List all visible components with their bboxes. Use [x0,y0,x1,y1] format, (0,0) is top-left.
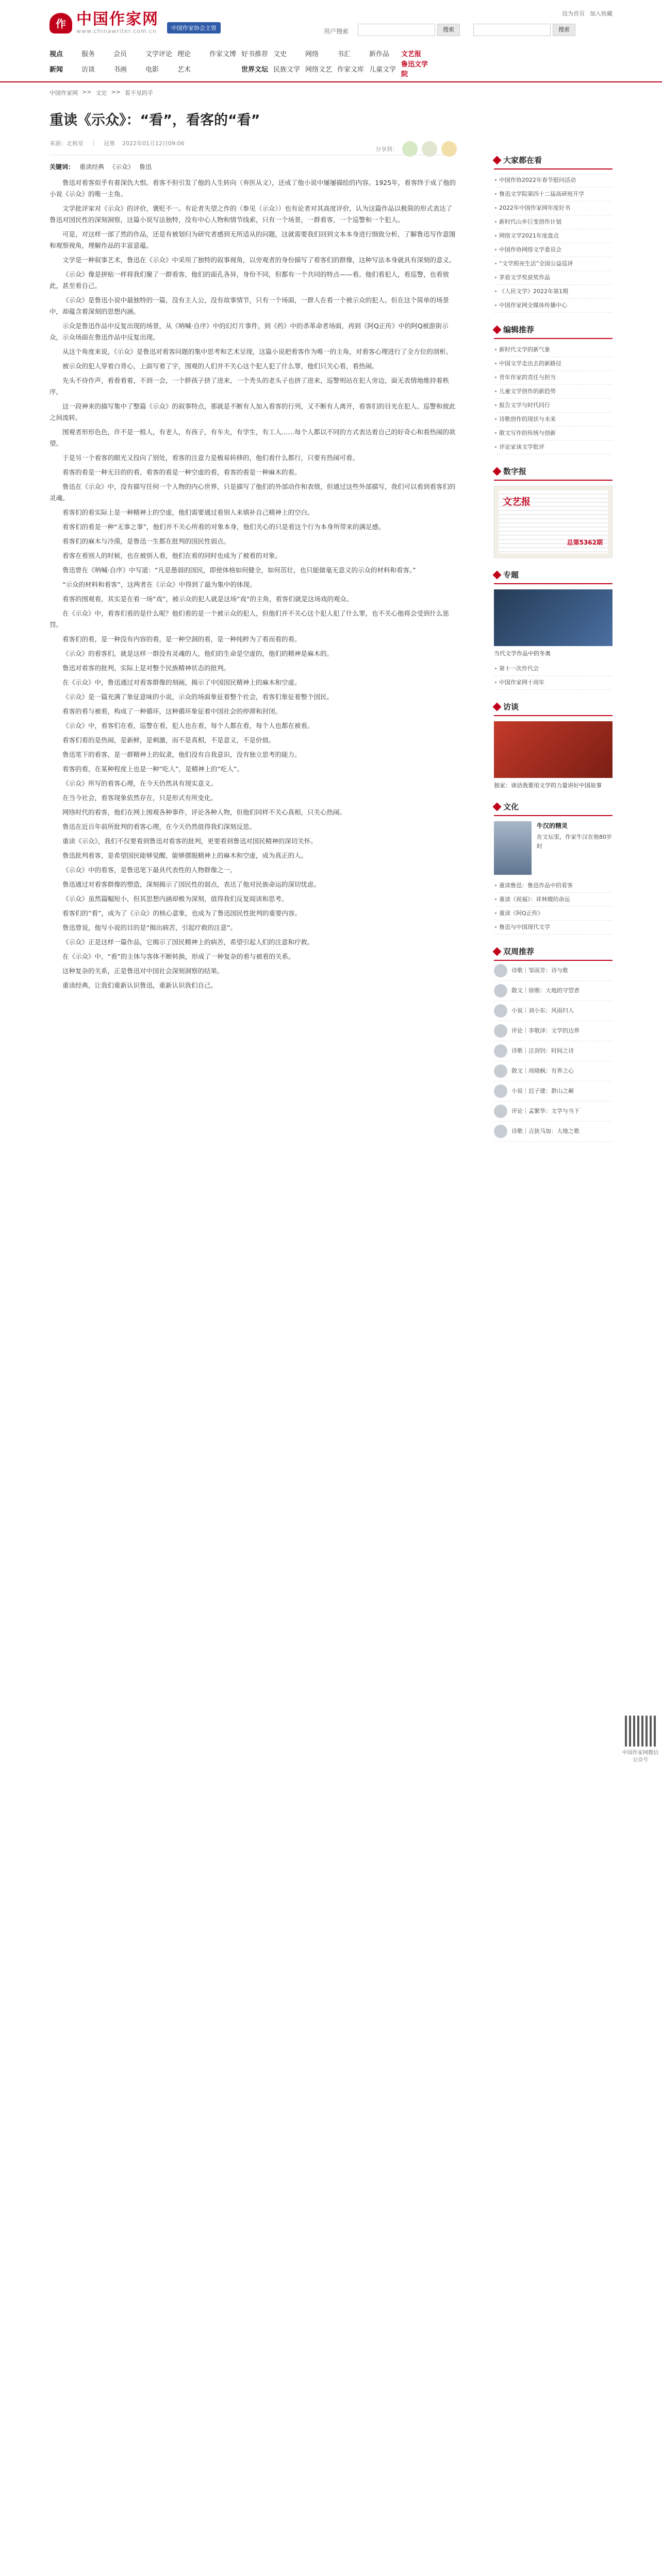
nav-link[interactable]: 好书推荐 [241,50,269,58]
topics-header [494,569,613,584]
hot-article-item[interactable]: 茅盾文学奖获奖作品 [494,271,613,285]
breadcrumb-separator: >> [82,89,92,95]
book-title: 牛汉的精灵 [537,822,568,829]
article-paragraph: 鲁迅笔下的看客，是一群精神上的奴隶，他们没有自我意识，没有独立思考的能力。 [62,751,301,758]
article-paragraph: 鲁迅对看客的批判，实际上是对整个民族精神状态的批判。 [62,664,230,672]
biweekly-box [494,946,613,1142]
hot-article-item[interactable]: 中国作协网络文学委员会 [494,243,613,257]
article-paragraph: 《示众》像是拼贴一样将我们聚了一群看客，他们的面孔各异，身份不同，但都有一个共同的特点——看。他们看犯人，看巡警，也看彼此，甚至看自己。 [49,270,450,290]
sidebar [494,155,613,1153]
interview-image[interactable] [494,721,613,778]
article-paragraph: 看客在看别人的时候，也在被别人看，他们在看的同时也成为了被看的对象。 [62,552,282,560]
logo-text-block [76,11,159,35]
interview-title: 访谈 [503,702,519,711]
user-search-label: 用户搜索 [324,28,349,35]
article-paragraph: 围观者形形色色，许不是一般人，有老人，有孩子，有车夫，有学生，有工人……每个人都以不同的方式表达着自己的好奇心和看热闹的欲望。 [49,428,456,447]
nav-link[interactable]: 艺术 [177,65,191,74]
wechat-share-icon[interactable] [402,141,418,157]
article [49,103,457,994]
article-paragraph: 鲁迅曾说，他写小说的目的是“揭出病苦，引起疗救的注意”。 [62,924,237,931]
nav-link[interactable]: 作家文博 [209,50,237,58]
nav-link[interactable]: 新作品 [369,50,390,58]
author-item[interactable] [494,1021,613,1041]
author-item-label: 小说｜刘小东：风雨归人 [511,1007,574,1014]
article-paragraph: 被示众的犯人穿着白背心，上面写着了字，围观的人们并不关心这个犯人犯了什么罪，他们只关心看，看热闹。 [62,362,378,370]
article-date: 2022年01月12日09:06 [122,140,185,147]
diamond-icon [493,947,502,956]
editor-picks-list [494,343,613,454]
avatar [494,1024,507,1038]
nav-link[interactable]: 作家文库 [337,65,365,74]
article-paragraph: 看客的看是一种无目的的看，看客的看是一种空虚的看，看客的看是一种麻木的看。 [62,468,301,476]
hot-article-item[interactable]: 网络文学2021年度盘点 [494,229,613,243]
article-paragraph: 可是，对这样一部了然的作品，还是有被划归为研究者感到无所适从的问题，这就需要我们回到文本本身进行细致分析，了解鲁迅写作意图和观察视角，理解作品的丰富意蕴。 [49,230,456,249]
hot-articles-title: 大家都在看 [503,156,542,165]
article-paragraph: 看客们的看实际上是一种精神上的空虚，他们需要通过看别人来填补自己精神上的空白。 [62,509,314,516]
interview-header [494,701,613,716]
diamond-icon [493,570,502,579]
nav-link[interactable]: 新闻 [49,65,63,74]
article-paragraph: 看客们的看是一种“无事之事”，他们并不关心所看的对象本身，他们关心的只是看这个行为本身所带来的满足感。 [62,523,385,531]
qr-code-icon [625,1716,656,1747]
author-item-label: 诗歌｜邹雨芳：诗与歌 [511,967,568,974]
nav-link[interactable]: 访谈 [81,65,95,74]
nav-link[interactable]: 世界文坛 [241,65,269,74]
biweekly-header [494,946,613,961]
article-paragraph: 《示众》中，看客们在看，巡警在看，犯人也在看，每个人都在看，每个人也都在被看。 [62,722,314,730]
editor-pick-item[interactable]: 报告文学与时代同行 [494,399,613,413]
keyword-link[interactable]: 《示众》 [109,163,135,171]
logo-mark: 作 [49,13,72,33]
culture-item[interactable]: 重读鲁迅：鲁迅作品中的看客 [494,879,613,893]
editor-pick-item[interactable]: 评论家谈文学批评 [494,440,613,454]
article-paragraph: 看客们看的是热闹，是新鲜，是刺激，而不是真相，不是意义，不是价值。 [62,736,275,744]
article-paragraph: 在《示众》中，“看”的主体与客体不断转换，形成了一种复杂的看与被看的关系。 [62,953,295,960]
hot-article-item[interactable]: 鲁迅文学院第四十二届高研班开学 [494,188,613,201]
author-item[interactable] [494,1061,613,1081]
nav-link[interactable]: 网络 [305,50,319,58]
article-paragraph: 看客们的看，是一种没有内容的看，是一种空洞的看，是一种纯粹为了看而看的看。 [62,635,301,643]
hot-articles-box [494,155,613,313]
article-paragraph: 网络时代的看客，他们在网上围观各种事件，评论各种人物，但他们同样不关心真相，只关心热闹。 [62,808,346,816]
set-homepage-link[interactable]: 设为首页 [562,10,585,17]
add-favorite-link[interactable]: 加入收藏 [590,10,613,17]
topics-box [494,569,613,690]
article-paragraph: 在当今社会，看客现象依然存在，只是形式有所变化。 [62,794,218,802]
article-paragraph: 于是另一个看客的眼光又投向了别处，看客的注意力是极易转移的，他们看什么都行，只要有热闹可看。 [62,454,359,462]
article-paragraph: 鲁迅批判看客，是希望国民能够觉醒，能够摆脱精神上的麻木和空虚，成为真正的人。 [62,852,308,859]
weibo-share-icon[interactable] [422,141,437,157]
article-keywords [49,162,457,171]
article-paragraph: 先头不待作声，看看看着，不到一会，一个胖孩子挤了进来，一个秃头的老头子也挤了进来，巡警则站在犯人旁边，面无表情地维持着秩序。 [49,377,450,396]
breadcrumb-subsection[interactable]: 看不见的手 [124,90,153,96]
article-paragraph: 《示众》是一篇充满了象征意味的小说，示众的场面象征着整个社会，看客们象征着整个国民。 [62,693,334,701]
author-item[interactable] [494,1001,613,1021]
editor-pick-item[interactable]: 新时代文学的新气象 [494,343,613,357]
article-paragraph: 这一段神来的描写集中了整篇《示众》的叙事特点，那就是不断有人加入看客的行列，又不断有人离开，看客们的目光在犯人、巡警和彼此之间流转。 [49,402,456,421]
topics-title: 专题 [503,570,519,580]
nav-link[interactable]: 文学评论 [145,50,173,58]
article-title: 重读《示众》：“看”，看客的“看” [49,112,260,128]
breadcrumb-separator: >> [111,89,121,95]
avatar [494,984,507,997]
article-paragraph: “示众的材料和看客”，这两者在《示众》中得到了最为集中的体现。 [62,581,256,588]
diamond-icon [493,325,502,334]
nav-link[interactable]: 儿童文学 [369,65,396,74]
avatar [494,1064,507,1078]
editor-picks-header [494,324,613,339]
author-item[interactable] [494,1101,613,1122]
author-item[interactable] [494,981,613,1001]
article-paragraph: 这种复杂的关系，正是鲁迅对中国社会深刻洞察的结果。 [62,967,224,975]
breadcrumb-section[interactable]: 文史 [95,90,107,96]
article-paragraph: 鲁迅通过对看客群像的塑造，深刻揭示了国民性的弱点，表达了他对民族命运的深切忧虑。 [62,880,321,888]
culture-title: 文化 [503,802,519,811]
avatar [494,964,507,977]
article-paragraph: 鲁迅曾在《呐喊·自序》中写道：“凡是愚弱的国民，即使体格如何健全，如何茁壮，也只能做毫无意义的示众的材料和看客。” [62,566,416,574]
author-item[interactable] [494,1122,613,1142]
author-item-label: 散文｜周晓枫：有界之心 [511,1067,574,1074]
editor-pick-item[interactable]: 诗歌创作的现状与未来 [494,413,613,427]
nav-row-secondary [49,61,613,78]
hot-articles-header [494,155,613,170]
article-paragraph: 文学批评家对《示众》的评价，褒贬不一。有论者失望之作的（参见（示众））也有论者对其高度评价，认为这篇作品以极简的形式表达了鲁迅对国民性的深刻洞察，这篇小说写法独特，没有中心人物和情节线索，只有一个场景，一群看客，一个巡警和一个犯人。 [49,205,453,224]
article-paragraph: 文学是一种叙事艺术，鲁迅在《示众》中采用了独特的叙事视角，以旁观者的身份描写了看客们的群像，这种写法本身就具有深刻的意义。 [62,256,456,264]
diamond-icon [493,467,502,476]
avatar [494,1044,507,1058]
article-paragraph: 《示众》所写的看客心理，在今天仍然具有现实意义。 [62,779,218,787]
qzone-share-icon[interactable] [441,141,457,157]
article-paragraph: 鲁迅在《示众》中，没有描写任何一个人物的内心世界，只是描写了他们的外部动作和表情，但通过这些外部描写，我们可以看到看客们的灵魂。 [49,483,456,502]
book-description: 在文坛里，作家牛汉在他80岁时 [537,834,613,850]
breadcrumb [49,89,153,97]
editor-pick-item[interactable]: 青年作家的责任与担当 [494,371,613,385]
nav-link[interactable]: 民族文学 [273,65,301,74]
diamond-icon [493,802,502,811]
nav-link[interactable]: 鲁迅文学院 [401,61,428,78]
topic-item[interactable]: 中国作家网十周年 [494,676,613,690]
interview-caption[interactable]: 独家：谈话我要用文学的力量讲好中国故事 [494,782,602,789]
author-item[interactable] [494,1081,613,1101]
diamond-icon [493,156,502,164]
article-paragraph: 示众是鲁迅作品中反复出现的场景，从《呐喊·自序》中的幻灯片事件，到《药》中的杀革命者场面，再到《阿Q正传》中的阿Q被游街示众，示众场面在鲁迅作品中反复出现。 [49,322,449,341]
article-paragraph: 看客的围观看，其实是在看一场“戏”，被示众的犯人就是这场“戏”的主角，看客们就是这场戏的观众。 [62,595,353,603]
article-paragraph: 看客的看，在某种程度上也是一种“吃人”，是精神上的“吃人”。 [62,765,243,773]
keyword-link[interactable]: 重读经典 [79,163,105,171]
topic-image[interactable] [494,589,613,646]
article-paragraph: 在《示众》中，看客们看的是什么呢？他们看的是一个被示众的犯人，但他们并不关心这个犯人犯了什么罪，也不关心他将会受到什么惩罚。 [49,609,450,629]
author-item[interactable] [494,961,613,981]
nav-link[interactable]: 服务 [81,50,95,58]
article-paragraph: 在《示众》中，鲁迅通过对看客群像的刻画，揭示了中国国民精神上的麻木和空虚。 [62,679,301,686]
culture-box [494,801,613,935]
topic-item[interactable]: 第十一次作代会 [494,662,613,676]
article-paragraph: 《示众》正是这样一篇作品，它揭示了国民精神上的病苦，希望引起人们的注意和疗救。 [62,938,314,946]
site-logo[interactable] [49,11,221,35]
hot-article-item[interactable]: 中国作家网全媒体传播中心 [494,299,613,313]
digital-paper-title: 数字报 [503,467,527,476]
diamond-icon [493,702,502,711]
nav-link[interactable]: 书画 [113,65,127,74]
author-item-label: 评论｜孟繁华：文学与当下 [511,1108,580,1114]
article-paragraph: 《示众》的看客们，就是这样一群没有灵魂的人，他们的生命是空虚的，他们的精神是麻木的。 [62,650,334,657]
hot-article-item[interactable]: 《人民文学》2022年第1期 [494,285,613,299]
header-tools [324,9,613,40]
editor-pick-item[interactable]: 散文写作的传统与创新 [494,427,613,440]
site-header [0,0,662,41]
article-paragraph: 看客们的“看”，成为了《示众》的核心意象，也成为了鲁迅国民性批判的重要内容。 [62,909,301,917]
culture-item[interactable]: 重读《祝福》：祥林嫂的命运 [494,893,613,907]
newspaper-masthead: 文艺报 [503,497,531,507]
author-item[interactable] [494,1041,613,1061]
culture-list [494,879,613,935]
article-paragraph: 从这个角度来说，《示众》是鲁迅对看客问题的集中思考和艺术呈现，这篇小说把看客作为唯一的主角，对看客心理进行了全方位的剖析。 [62,348,453,355]
article-paragraph: 《示众》虽然篇幅短小，但其思想内涵却极为深刻，值得我们反复阅读和思考。 [62,895,288,903]
article-paragraph: 鲁迅在近百年前所批判的看客心理，在今天仍然值得我们深刻反思。 [62,823,256,831]
digital-paper-box [494,466,613,558]
avatar [494,1105,507,1118]
hot-article-item[interactable]: “文学照亮生活”全国公益巡讲 [494,257,613,271]
share-label: 分享到： [375,146,398,152]
article-body [49,177,457,991]
nav-link[interactable]: 文艺报 [401,50,422,58]
nav-divider [0,81,662,82]
qr-caption: 中国作家网微信公众号 [622,1750,658,1763]
interview-box [494,701,613,790]
hot-articles-list [494,174,613,313]
editor-picks-title: 编辑推荐 [503,325,535,334]
topics-list [494,662,613,690]
article-author: 冠尊 [104,140,115,147]
editor-pick-item[interactable]: 中国文学走出去的新路径 [494,357,613,371]
newspaper-thumbnail[interactable] [494,486,613,558]
culture-header [494,801,613,816]
keyword-link[interactable]: 鲁迅 [139,163,152,171]
digital-paper-header [494,466,613,481]
meta-separator: ｜ [91,140,96,147]
article-source: 来源：北极星 [49,140,84,147]
user-search-button[interactable]: 搜索 [437,24,460,36]
author-item-label: 小说｜迟子建：群山之巅 [511,1088,574,1094]
editor-picks-box [494,324,613,454]
newspaper-issue: 总第5362期 [567,539,603,546]
book-info [537,821,613,875]
nav-link[interactable]: 会员 [113,50,127,58]
avatar [494,1125,507,1138]
nav-link[interactable]: 理论 [177,50,191,58]
article-paragraph: 看客的看与被看，构成了一种循环，这种循环象征着中国社会的停滞和封闭。 [62,707,282,715]
featured-book[interactable] [494,821,613,875]
top-links [562,9,613,18]
topic-caption[interactable]: 当代文学作品中的冬奥 [494,650,551,657]
site-search-button[interactable]: 搜索 [553,24,575,36]
author-item-label: 散文｜徐刚：大地的守望者 [511,987,580,994]
article-paragraph: 重读《示众》，我们不仅要看到鲁迅对看客的批判，更要看到鲁迅对国民精神的深切关怀。 [62,837,317,845]
logo-title: 中国作家网 [76,10,159,28]
nav-link[interactable]: 电影 [145,65,159,74]
main-nav [49,47,613,77]
article-paragraph: 看客们的麻木与冷漠，是鲁迅一生都在批判的国民性弱点。 [62,537,230,545]
user-search-input[interactable] [358,24,435,36]
nav-link[interactable]: 网络文艺 [305,65,333,74]
nav-link[interactable]: 视点 [49,50,63,58]
nav-link[interactable]: 书汇 [337,50,351,58]
biweekly-list [494,961,613,1142]
nav-link[interactable]: 文史 [273,50,287,58]
avatar [494,1004,507,1018]
share-bar [375,141,457,157]
author-item-label: 诗歌｜吉狄马加：大地之歌 [511,1128,580,1134]
logo-url: www.chinawriter.com.cn [76,28,157,35]
culture-item[interactable]: 重读《阿Q正传》 [494,907,613,921]
article-paragraph: 《示众》是鲁迅小说中最独特的一篇，没有主人公，没有故事情节，只有一个场面，一群人在看一个被示众的犯人。但在这个简单的场景中，却蕴含着深刻的思想内涵。 [49,296,450,315]
book-cover [494,821,532,875]
article-paragraph: 鲁迅对看客似乎有着深仇大恨。看客不但引发了他的人生转向（弃医从文），还成了他小说中屡屡描绘的内容。1925年，看客终于成了他的小说《示众》的唯一主角。 [49,179,456,198]
editor-pick-item[interactable]: 儿童文学创作的新趋势 [494,385,613,399]
culture-item[interactable]: 鲁迅与中国现代文学 [494,921,613,935]
article-paragraph: 《示众》中的看客，是鲁迅笔下最具代表性的人物群像之一。 [62,866,237,874]
article-paragraph: 重读经典，让我们重新认识鲁迅，重新认识我们自己。 [62,981,218,989]
nav-row-primary [49,47,613,59]
hot-article-item[interactable]: 新时代山乡巨变创作计划 [494,215,613,229]
avatar [494,1084,507,1098]
hot-article-item[interactable]: 中国作协2022年春节慰问活动 [494,174,613,188]
hot-article-item[interactable]: 2022年中国作家网年度好书 [494,201,613,215]
author-item-label: 诗歌｜汪剑钊：时间之诗 [511,1047,574,1054]
breadcrumb-home[interactable]: 中国作家网 [49,90,78,96]
author-item-label: 评论｜李敬泽：文学的边界 [511,1027,580,1034]
keywords-label: 关键词： [49,163,75,171]
logo-badge: 中国作家协会主管 [167,22,221,33]
site-search-input[interactable] [473,24,551,36]
biweekly-title: 双周推荐 [503,947,535,956]
